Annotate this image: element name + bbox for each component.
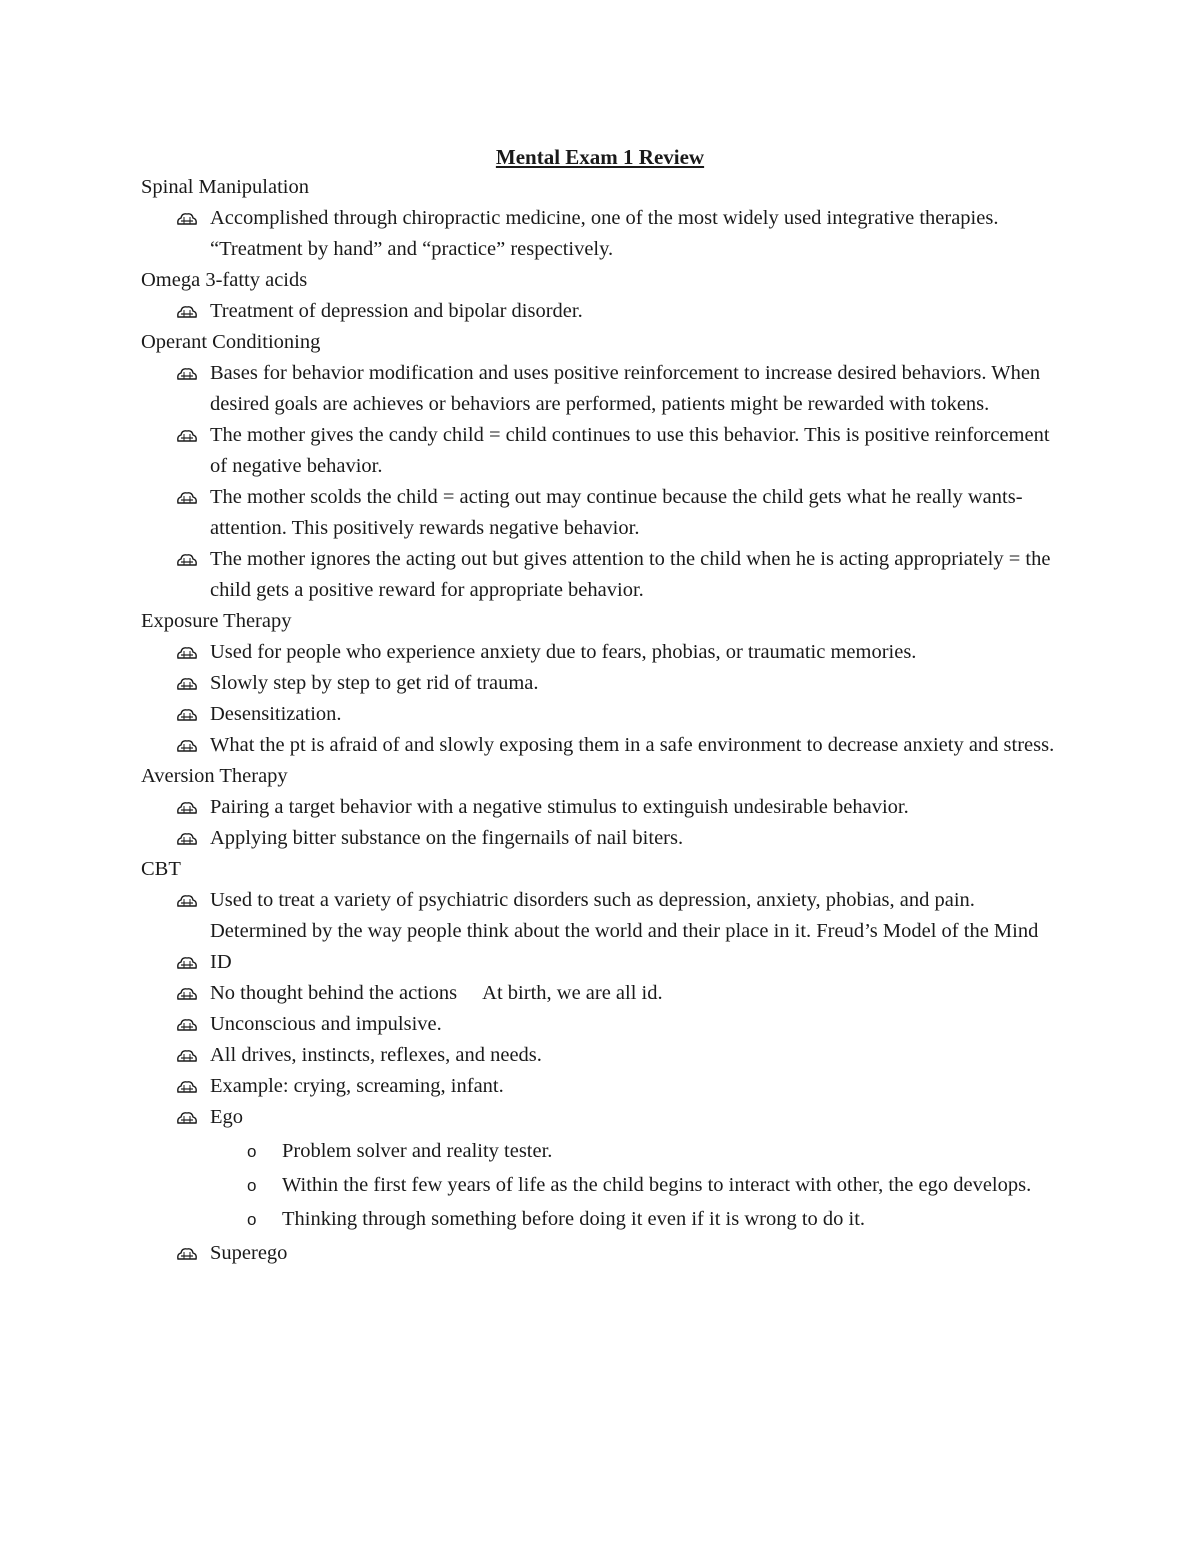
sub-list-item bbox=[141, 1204, 1071, 1235]
list-item bbox=[141, 1040, 1071, 1071]
section-heading: Exposure Therapy bbox=[141, 610, 292, 632]
list-item bbox=[141, 1238, 1071, 1269]
list-item-text: Slowly step by step to get rid of trauma. bbox=[210, 672, 539, 694]
list-item bbox=[141, 1071, 1071, 1102]
cloud-bullet-icon bbox=[176, 699, 200, 730]
list-item-text: Example: crying, screaming, infant. bbox=[210, 1075, 504, 1097]
cloud-bullet-icon bbox=[176, 544, 200, 575]
list-item bbox=[141, 203, 1071, 265]
list-item-text: Desensitization. bbox=[210, 703, 342, 725]
sub-list-item-text: Thinking through something before doing it even if it is wrong to do it. bbox=[282, 1208, 866, 1230]
list-item bbox=[141, 1009, 1071, 1040]
list-item-text: The mother ignores the acting out but gives attention to the child when he is acting appropriately = the child gets a positive reward for appropriate behavior. bbox=[210, 548, 1051, 601]
list-item bbox=[141, 947, 1071, 978]
list-item bbox=[141, 420, 1071, 482]
document-body bbox=[141, 172, 1071, 1269]
list-item bbox=[141, 730, 1071, 761]
section-heading: Spinal Manipulation bbox=[141, 176, 309, 198]
list-item-text: What the pt is afraid of and slowly exposing them in a safe environment to decrease anxiety and stress. bbox=[210, 734, 1055, 756]
cloud-bullet-icon bbox=[176, 482, 200, 513]
cloud-bullet-icon bbox=[176, 1040, 200, 1071]
sub-list-item-text: Within the first few years of life as the child begins to interact with other, the ego develops. bbox=[282, 1174, 1032, 1196]
cloud-bullet-icon bbox=[176, 203, 200, 234]
sub-list-item bbox=[141, 1170, 1071, 1201]
list-item-text: Treatment of depression and bipolar disorder. bbox=[210, 300, 583, 322]
circle-bullet-icon: o bbox=[247, 1210, 257, 1229]
list-item-text: The mother gives the candy child = child continues to use this behavior. This is positive reinforcement of negative behavior. bbox=[210, 424, 1050, 477]
cloud-bullet-icon bbox=[176, 885, 200, 916]
list-item bbox=[141, 482, 1071, 544]
cloud-bullet-icon bbox=[176, 420, 200, 451]
cloud-bullet-icon bbox=[176, 1102, 200, 1133]
list-item bbox=[141, 699, 1071, 730]
list-item-text: Used to treat a variety of psychiatric disorders such as depression, anxiety, phobias, and pain. Determined by the way people think about the world and their place in it. Freud’s Model of the Mind bbox=[210, 889, 1039, 942]
list-item-text: The mother scolds the child = acting out may continue because the child gets what he really wants-attention. This positively rewards negative behavior. bbox=[210, 486, 1023, 539]
section-heading: Omega 3-fatty acids bbox=[141, 269, 308, 291]
cloud-bullet-icon bbox=[176, 947, 200, 978]
list-item bbox=[141, 544, 1071, 606]
sub-list-item bbox=[141, 1136, 1071, 1167]
circle-bullet-icon: o bbox=[247, 1176, 257, 1195]
list-item-text: No thought behind the actions   At birth, we are all id. bbox=[210, 982, 663, 1004]
list-item-text: ID bbox=[210, 951, 232, 973]
cloud-bullet-icon bbox=[176, 792, 200, 823]
cloud-bullet-icon bbox=[176, 296, 200, 327]
list-item-text: Ego bbox=[210, 1106, 244, 1128]
list-item bbox=[141, 358, 1071, 420]
list-item bbox=[141, 978, 1071, 1009]
list-item-text: Pairing a target behavior with a negative stimulus to extinguish undesirable behavior. bbox=[210, 796, 909, 818]
cloud-bullet-icon bbox=[176, 358, 200, 389]
list-item-text: All drives, instincts, reflexes, and needs. bbox=[210, 1044, 542, 1066]
list-item bbox=[141, 1102, 1071, 1133]
cloud-bullet-icon bbox=[176, 730, 200, 761]
cloud-bullet-icon bbox=[176, 1009, 200, 1040]
list-item bbox=[141, 296, 1071, 327]
list-item-text: Bases for behavior modification and uses positive reinforcement to increase desired behaviors. When desired goals are achieves or behaviors are performed, patients might be rewarded with tokens. bbox=[210, 362, 1041, 415]
list-item bbox=[141, 792, 1071, 823]
list-item-text: Used for people who experience anxiety due to fears, phobias, or traumatic memories. bbox=[210, 641, 917, 663]
section-heading: Aversion Therapy bbox=[141, 765, 288, 787]
list-item bbox=[141, 668, 1071, 699]
cloud-bullet-icon bbox=[176, 978, 200, 1009]
list-item-text: Superego bbox=[210, 1242, 288, 1264]
circle-bullet-icon: o bbox=[247, 1142, 257, 1161]
cloud-bullet-icon bbox=[176, 1238, 200, 1269]
list-item bbox=[141, 637, 1071, 668]
list-item-text: Accomplished through chiropractic medicine, one of the most widely used integrative therapies. “Treatment by hand” and “practice” respectively. bbox=[210, 207, 999, 260]
section-heading: Operant Conditioning bbox=[141, 331, 321, 353]
document-title: Mental Exam 1 Review bbox=[495, 145, 705, 169]
list-item-text: Unconscious and impulsive. bbox=[210, 1013, 442, 1035]
cloud-bullet-icon bbox=[176, 1071, 200, 1102]
list-item bbox=[141, 885, 1071, 947]
section-heading: CBT bbox=[141, 858, 181, 880]
sub-list-item-text: Problem solver and reality tester. bbox=[282, 1140, 553, 1162]
cloud-bullet-icon bbox=[176, 668, 200, 699]
list-item-text: Applying bitter substance on the fingernails of nail biters. bbox=[210, 827, 684, 849]
list-item bbox=[141, 823, 1071, 854]
cloud-bullet-icon bbox=[176, 823, 200, 854]
cloud-bullet-icon bbox=[176, 637, 200, 668]
